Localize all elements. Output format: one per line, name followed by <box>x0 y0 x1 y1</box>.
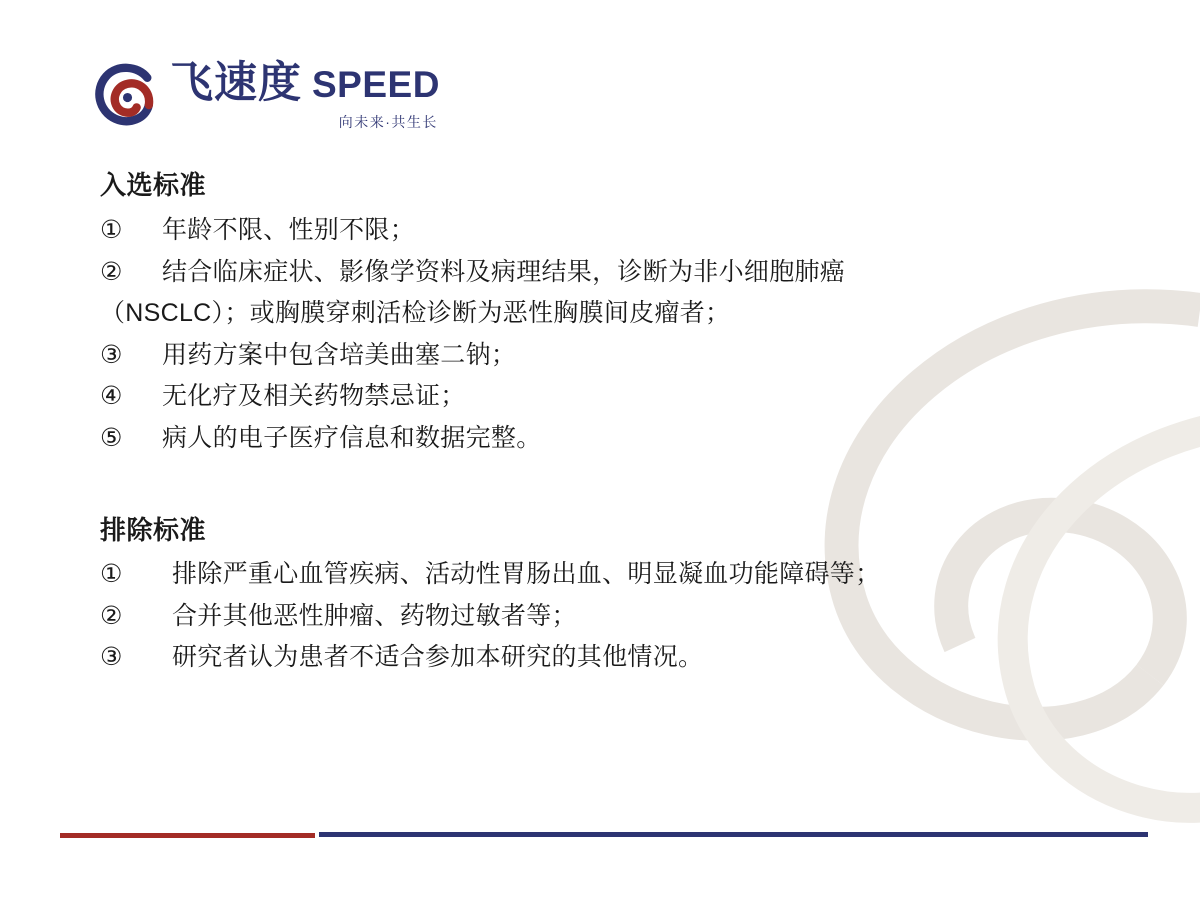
list-marker: ② <box>100 601 123 630</box>
list-text: 无化疗及相关药物禁忌证； <box>162 382 466 411</box>
logo-english-name: SPEED <box>312 64 440 105</box>
slide-content <box>100 168 1130 682</box>
exclusion-criteria-list <box>100 557 1130 676</box>
list-item <box>100 213 1130 249</box>
list-text: 病人的电子医疗信息和数据完整。 <box>162 423 542 452</box>
list-text: 研究者认为患者不适合参加本研究的其他情况。 <box>172 643 704 672</box>
exclusion-criteria-title: 排除标准 <box>100 515 207 546</box>
list-item <box>100 338 1130 374</box>
list-text: 排除严重心血管疾病、活动性胃肠出血、明显凝血功能障碍等； <box>172 560 881 589</box>
logo-tagline: 向未来·共生长 <box>338 114 438 130</box>
list-marker: ① <box>100 216 123 245</box>
footer-bar-red <box>60 833 315 838</box>
list-item <box>100 421 1130 457</box>
footer-bar-navy <box>319 832 1148 837</box>
list-text: 结合临床症状、影像学资料及病理结果，诊断为非小细胞肺癌 <box>162 257 846 286</box>
inclusion-item-2-continuation: （NSCLC）；或胸膜穿刺活检诊断为恶性胸膜间皮瘤者； <box>100 299 731 328</box>
list-item <box>100 599 1130 635</box>
spiral-logo-icon <box>88 58 164 134</box>
list-marker: ② <box>100 257 123 286</box>
list-marker: ④ <box>100 382 123 411</box>
list-item <box>100 379 1130 415</box>
list-text: 年龄不限、性别不限； <box>162 216 416 245</box>
logo-chinese-name: 飞速度 <box>170 59 302 107</box>
inclusion-criteria-title: 入选标准 <box>100 170 207 200</box>
list-text: 用药方案中包含培美曲塞二钠； <box>162 340 517 369</box>
brand-logo <box>88 58 440 134</box>
list-marker: ⑤ <box>100 423 123 452</box>
inclusion-criteria-list <box>100 213 1130 456</box>
footer-divider <box>60 832 1148 838</box>
list-item <box>100 640 1130 676</box>
list-marker: ③ <box>100 340 123 369</box>
list-marker: ① <box>100 560 123 589</box>
list-marker: ③ <box>100 643 123 672</box>
section-spacer <box>100 462 1130 510</box>
list-text: 合并其他恶性肿瘤、药物过敏者等； <box>172 601 577 630</box>
list-item <box>100 557 1130 593</box>
list-item <box>100 255 1130 291</box>
